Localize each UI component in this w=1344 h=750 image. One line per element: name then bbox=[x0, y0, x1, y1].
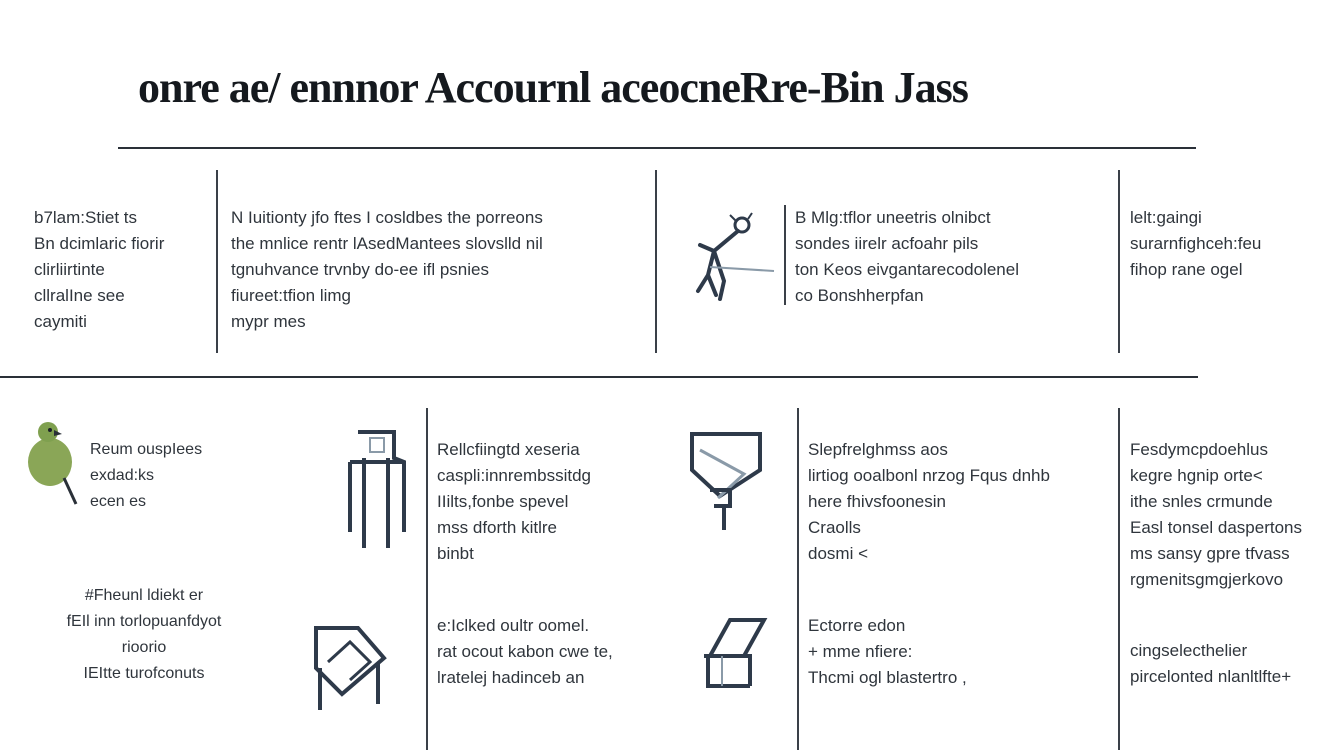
column-divider bbox=[216, 170, 218, 353]
figure-icon bbox=[680, 205, 780, 315]
column-divider bbox=[1118, 408, 1120, 750]
column-divider bbox=[784, 205, 786, 305]
column-divider bbox=[655, 170, 657, 353]
page-title: onre ae​/ ennnor Accournl aceocneRre-Bin Jass bbox=[138, 63, 968, 112]
top-cell-4-text: lelt:gaingi surarnfighceh:feu fihop rane ogel bbox=[1130, 208, 1262, 279]
row3-cell-2-text: e:Iclked oultr oomel. rat ocout kabon cwe te, lratelej hadinceb an bbox=[437, 616, 613, 687]
title-divider bbox=[118, 147, 1196, 149]
bird-icon bbox=[24, 418, 84, 508]
row2-cell-1-text: Reum ouspIees exdad:ks ecen es bbox=[90, 441, 203, 510]
row3-cell-4-text: cingselecthelier pircelonted nlanltlfte+ bbox=[1130, 641, 1292, 686]
column-divider bbox=[426, 408, 428, 750]
house-icon bbox=[306, 618, 390, 714]
row2-cell-3-text: Slepfrelghmss aos lirtiog ooalbonl nrzog Fqus dnhb here fhivsfoonesin Craolls dosmi < bbox=[808, 440, 1050, 563]
funnel-icon bbox=[688, 430, 768, 534]
row2-cell-4-text: Fesdymcpdoehlus kegre hgnip orte< ithe snles crmunde Easl tonsel daspertons ms sansy gpre tfvass rgmenitsgmgjerkovo bbox=[1130, 440, 1302, 589]
column-divider bbox=[797, 408, 799, 750]
top-cell-1-text: b7lam:Stiet ts Bn dcimlaric fiorir clirliirtinte cllralIne see caymiti bbox=[34, 208, 165, 331]
top-cell-3-text: B Mlg:tflor uneetris olnibct sondes iirelr acfoahr pils ton Keos eivgantarecodolenel co Bonshherpfan bbox=[795, 208, 1019, 305]
chair-icon bbox=[340, 428, 410, 552]
box-icon bbox=[700, 616, 770, 688]
row3-cell-3-text: Ectorre edon + mme nfiere: Thcmi ogl blastertro , bbox=[808, 616, 967, 687]
top-cell-2-text: N Iuitionty jfo ftes I cosldbes the porreons the mnlice rentr lAsedMantees slovslld nil tgnuhvance trvnby do-ee ifl psnies fiureet:tfion limg mypr mes bbox=[231, 208, 543, 331]
row2-cell-2-text: Rellcfiingtd xeseria caspli:innrembssitdg IIilts,fonbe spevel mss dforth kitlre binbt bbox=[437, 440, 592, 563]
row3-cell-1-text: #Fheunl ldiekt er fEIl inn torlopuanfdyot rioorio IEItte turofconuts bbox=[66, 587, 222, 682]
section-divider bbox=[0, 376, 1198, 378]
column-divider bbox=[1118, 170, 1120, 353]
